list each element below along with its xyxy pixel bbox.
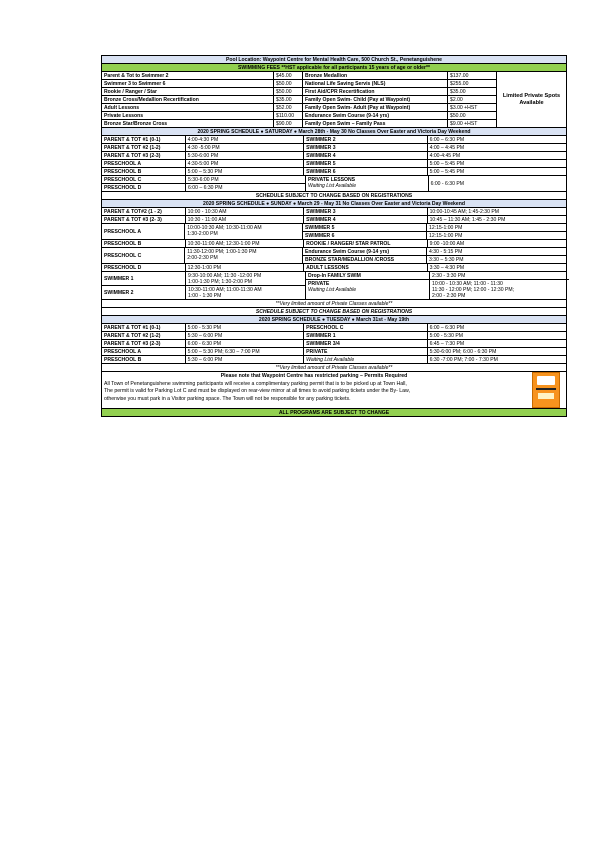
sunday-note-row: [102, 300, 566, 308]
table-row: [102, 248, 566, 264]
class-time: 6:00 – 6:30 PM: [429, 136, 465, 143]
time-line: 11:30 - 12:00 PM; 12:00 - 12:30 PM;: [432, 286, 515, 293]
fee-program: Rookie / Ranger / Star: [102, 88, 274, 95]
class-time: 9:00 -10:00 AM: [429, 240, 465, 247]
class-time: 4:30-5:00 PM: [186, 160, 304, 167]
table-row: [102, 144, 566, 152]
class-time: 12:30-1:00 PM: [186, 264, 304, 271]
left-group: [102, 176, 306, 191]
sub-row: [102, 184, 305, 191]
sunday-title: 2020 SPRING SCHEDULE ● SUNDAY ● March 29 - May 31 No Classes Over Easter and Victoria Day Weekend: [203, 200, 465, 207]
time-line: 2:00 - 2:30 PM: [432, 292, 466, 299]
sunday-footer: SCHEDULE SUBJECT TO CHANGE BASED ON REGISTRATIONS: [255, 308, 413, 315]
class-time: [430, 280, 569, 299]
class-name: PARENT & TOT #3 (2-3): [102, 340, 186, 347]
sub-row: [303, 232, 566, 239]
class-time: 4:00-4:30 PM: [186, 136, 304, 143]
class-time: 4:00-4:45 PM: [429, 152, 461, 159]
fee-program: Family Open Swim- Adult (Pay at Waypoint): [303, 104, 448, 111]
parking-notice-line: All Town of Penetanguishene swimming participants will receive a complimentary parking permit that is to be picked up at Town Hall,: [104, 380, 407, 387]
class-time: 5:30 – 6:00 PM: [186, 356, 304, 363]
tuesday-title: 2020 SPRING SCHEDULE ● TUESDAY ● March 31st - May 19th: [258, 316, 410, 323]
parking-permit-image: [526, 372, 566, 408]
table-row: [102, 340, 566, 348]
class-name: PRESCHOOL A: [102, 160, 186, 167]
sub-row: [102, 272, 305, 286]
class-time: 5:00 – 5:45 PM: [429, 160, 465, 167]
fee-program: Family Open Swim- Child (Pay at Waypoint): [303, 96, 448, 103]
fee-row: [102, 80, 496, 88]
time-line: 1:00-1:30 PM; 1:30-2:00 PM: [188, 278, 252, 285]
class-name: PRESCHOOL D: [102, 264, 186, 271]
fee-program: Adult Lessons: [102, 104, 274, 111]
class-time: 4:30 - 5:15 PM: [429, 248, 463, 255]
table-row: [102, 324, 566, 332]
sub-row: [102, 176, 305, 184]
class-time: 4:00 – 4:45 PM: [429, 144, 465, 151]
fee-program: Bronze Star/Bronze Cross: [102, 120, 274, 127]
class-name: PRESCHOOL C: [102, 176, 186, 183]
class-name: PARENT & TOT #3 (2- 3): [102, 216, 186, 223]
fee-price: $137.00: [450, 72, 469, 79]
table-row: [102, 152, 566, 160]
class-name: PARENT & TOT #3 (2-3): [102, 152, 186, 159]
fee-program: Bronze Cross/Medallion Recertification: [102, 96, 274, 103]
location-banner: [102, 56, 566, 64]
saturday-title: 2020 SPRING SCHEDULE ● SATURDAY ● March 28th - May 30 No Classes Over Easter and Victoria Day Weekend: [197, 128, 471, 135]
class-time: 10:45 – 11:30 AM; 1:45 - 2:30 PM: [429, 216, 506, 223]
class-name: Endurance Swim Course (9-14 yrs): [303, 248, 427, 255]
class-name: SWIMMER 6: [304, 168, 427, 175]
class-name: ROOKIE / RANGER/ STAR PATROL: [304, 240, 427, 247]
fee-program: National Life Saving Servis (NLS): [303, 80, 448, 87]
table-row: [102, 160, 566, 168]
time-line: 1:00 - 1:30 PM: [188, 292, 222, 299]
class-time: 10:00 - 10:30 AM: [186, 208, 304, 215]
fee-program: Private Lessons: [102, 112, 274, 119]
class-time: 5:00 – 5:45 PM: [429, 168, 465, 175]
table-row: [102, 332, 566, 340]
waiting-list-note: Waiting List Available: [308, 286, 357, 293]
fee-price: $50.00: [450, 112, 466, 119]
class-name: PARENT & TOT #2 (1-2): [102, 332, 186, 339]
fee-row: [102, 88, 496, 96]
footer-banner: [102, 409, 566, 416]
class-name: PRESCHOOL A: [102, 348, 186, 355]
parking-permit-icon: [532, 372, 560, 408]
fee-price: $110.00: [274, 112, 303, 119]
class-name: PRESCHOOL A: [102, 224, 185, 239]
time-line: 11:30-12:00 PM; 1:00-1:30 PM: [187, 248, 257, 255]
table-row: [102, 216, 566, 224]
fee-price: $50.00: [274, 88, 303, 95]
table-row: [102, 356, 566, 364]
class-name: PARENT & TOT#2 (1 - 2): [102, 208, 186, 215]
right-group: [306, 272, 569, 299]
class-name: SWIMMER 3: [304, 144, 427, 151]
tuesday-banner: [102, 316, 566, 324]
class-time: 4:30 -5:00 PM: [186, 144, 304, 151]
class-name: SWIMMER 4: [304, 152, 427, 159]
sub-row: [303, 248, 566, 256]
sunday-banner: [102, 200, 566, 208]
fee-price: $50.00: [274, 80, 303, 87]
class-name: PRIVATE: [308, 280, 330, 287]
class-name: PRESCHOOL B: [102, 240, 186, 247]
fees-title: SWIMMING FEES **HST applicable for all participants 15 years of age or older**: [238, 64, 430, 71]
class-time: 3:30 – 5:30 PM: [429, 256, 464, 263]
class-name: ADULT LESSONS: [304, 264, 427, 271]
class-name: PARENT & TOT #1 (0-1): [102, 324, 186, 331]
table-row: [102, 168, 566, 176]
fee-row: [102, 104, 496, 112]
private-spots-note: Limited Private Spots Available: [502, 92, 561, 106]
class-name: PRESCHOOL D: [102, 184, 186, 191]
class-time: 5:30-6:00 PM; 6:00 - 6:30 PM: [429, 348, 497, 355]
class-time: 12:15-1:00 PM: [429, 224, 463, 231]
class-time: 3:30 – 4:30 PM: [429, 264, 465, 271]
table-row: [102, 264, 566, 272]
fee-price: $35.00: [450, 88, 466, 95]
class-time: 10:00-10:45 AM; 1:45-2:30 PM: [429, 208, 499, 215]
class-name: SWIMMER 6: [303, 232, 427, 239]
fee-row: [102, 96, 496, 104]
time-line: 1:30-2:00 PM: [187, 230, 218, 237]
saturday-banner: [102, 128, 566, 136]
fees-section: [102, 72, 566, 128]
class-time: 2:30 - 3:30 PM: [432, 272, 466, 279]
fees-table: [102, 72, 497, 127]
table-row: [102, 348, 566, 356]
time-line: 2:00-2:30 PM: [187, 254, 218, 261]
class-name: PRIVATE: [304, 348, 427, 355]
sub-row: [102, 286, 305, 299]
fee-program: First Aid/CPR Recertification: [303, 88, 448, 95]
class-time: 10:30-11:00 AM; 12:30-1:00 PM: [186, 240, 304, 247]
sunday-footer-row: [102, 308, 566, 316]
time-line: 10:00-10:30 AM; 10:30-11:00 AM: [187, 224, 262, 231]
fee-row: [102, 120, 496, 127]
class-name: SWIMMER 3: [304, 208, 427, 215]
fee-price: $9.00 +HST: [450, 120, 478, 127]
right-group: [303, 224, 566, 239]
table-row: [102, 208, 566, 216]
footer-text: ALL PROGRAMS ARE SUBJECT TO CHANGE: [278, 409, 390, 416]
left-group: [102, 272, 306, 299]
waiting-list-note: Waiting List Available: [308, 182, 357, 189]
sub-row: [303, 224, 566, 232]
right-group: [303, 248, 566, 263]
class-time: 6:00 – 6:30 PM: [429, 324, 465, 331]
class-name: SWIMMER 1: [304, 332, 427, 339]
fee-price: $52.00: [274, 104, 303, 111]
fee-price: $45.00: [274, 72, 303, 79]
class-name: BRONZE STAR/MEDALLION /CROSS: [303, 256, 427, 263]
fees-banner: [102, 64, 566, 72]
tuesday-note-row: [102, 364, 566, 372]
parking-notice-title: Please note that Waypoint Centre has restricted parking – Permits Required: [220, 373, 408, 379]
private-classes-note: **Very limited amount of Private Classes available**: [275, 364, 393, 371]
private-lessons-cell: [306, 176, 429, 191]
table-row: [102, 176, 566, 192]
class-time: 6:00 - 6:30 PM: [430, 180, 465, 187]
fee-price: $255.00: [450, 80, 469, 87]
class-name: Drop-In FAMILY SWIM: [306, 272, 430, 279]
class-time: 5:00 - 5:30 PM: [429, 332, 464, 339]
class-name: SWIMMER 4: [304, 216, 427, 223]
fee-program: Bronze Medallion: [303, 72, 448, 79]
class-time: 5:00 - 5:30 PM: [186, 324, 304, 331]
class-name: PRIVATE LESSONS: [308, 176, 356, 183]
class-name: PRESCHOOL C: [304, 324, 427, 331]
private-classes-note: **Very limited amount of Private Classes available**: [275, 300, 393, 307]
time-line: 9:30-10:00 AM; 11:30 -12:00 PM: [188, 272, 262, 279]
class-name: SWIMMER 1: [102, 272, 186, 285]
fee-row: [102, 112, 496, 120]
fee-price: $90.00: [274, 120, 303, 127]
parking-notice: [102, 372, 566, 409]
class-time: 6:00 - 6:30 PM: [186, 340, 304, 347]
class-time: 5:00 – 5:30 PM: [186, 168, 304, 175]
time-line: 10:00 - 10:30 AM; 11:00 - 11:30: [432, 280, 503, 287]
table-row: [102, 224, 566, 240]
class-name: PRESCHOOL B: [102, 356, 186, 363]
class-time: 5:30 – 6:00 PM: [186, 332, 304, 339]
class-name: PRESCHOOL B: [102, 168, 186, 175]
class-name: PARENT & TOT #1 (0-1): [102, 136, 186, 143]
fee-program: Endurance Swim Course (9-14 yrs): [303, 112, 448, 119]
class-name: SWIMMER 5: [304, 160, 427, 167]
class-name: PARENT & TOT #2 (1-2): [102, 144, 186, 151]
saturday-footer-row: [102, 192, 566, 200]
fee-program: Parent & Tot to Swimmer 2: [102, 72, 274, 79]
sub-row: [306, 272, 569, 280]
class-time: 5:30-6:00 PM: [188, 176, 219, 183]
class-time: 6:00 – 6:30 PM: [188, 184, 223, 191]
location-text: Pool Location: Waypoint Centre for Mental Health Care, 500 Church St., Penetanguishene: [225, 56, 443, 63]
class-time: 10:30 - 11:00 AM: [186, 216, 304, 223]
fee-program: Family Open Swim – Family Pass: [303, 120, 448, 127]
fee-price: $35.00: [274, 96, 303, 103]
private-cell: [306, 280, 430, 299]
parking-notice-text: [102, 372, 526, 408]
table-row: [102, 272, 566, 300]
parking-notice-line: The permit is valid for Parking Lot C and must be displayed on rear-view mirror at all times to avoid parking tickets under the By- Law,: [104, 388, 410, 395]
class-name: SWIMMER 2: [304, 136, 427, 143]
class-time: 6:30 -7:00 PM; 7:00 - 7:30 PM: [429, 356, 498, 363]
class-time: [185, 224, 303, 239]
class-name: SWIMMER 2: [102, 286, 186, 299]
class-time: 5:00 – 5:30 PM; 6:30 – 7:00 PM: [186, 348, 304, 355]
class-time: [185, 248, 303, 263]
class-time: 6:45 – 7:30 PM: [429, 340, 465, 347]
class-time: [186, 286, 305, 299]
saturday-footer: SCHEDULE SUBJECT TO CHANGE BASED ON REGISTRATIONS: [255, 192, 413, 199]
parking-notice-line: otherwise you must park in a Visitor parking space. The Town will not be responsible for any parking tickets.: [104, 395, 351, 402]
fee-price: $2.00: [450, 96, 463, 103]
table-row: [102, 240, 566, 248]
class-name: SWIMMER 5: [303, 224, 427, 231]
time-line: 10:30-11:00 AM; 11:00-11:30 AM: [188, 286, 262, 293]
class-time: [186, 272, 305, 285]
waiting-list-note: Waiting List Available: [304, 356, 427, 363]
class-time: 5:30-6:00 PM: [186, 152, 304, 159]
sub-row: [306, 280, 569, 299]
table-row: [102, 136, 566, 144]
class-name: PRESCHOOL C: [102, 248, 185, 263]
fee-row: [102, 72, 496, 80]
schedule-sheet: [101, 55, 567, 417]
sub-row: [303, 256, 566, 263]
fee-price: $3.00 +HST: [450, 104, 478, 111]
class-name: SWIMMER 3/4: [304, 340, 427, 347]
fee-program: Swimmer 3 to Swimmer 6: [102, 80, 274, 87]
class-time: 12:15-1:00 PM: [429, 232, 463, 239]
